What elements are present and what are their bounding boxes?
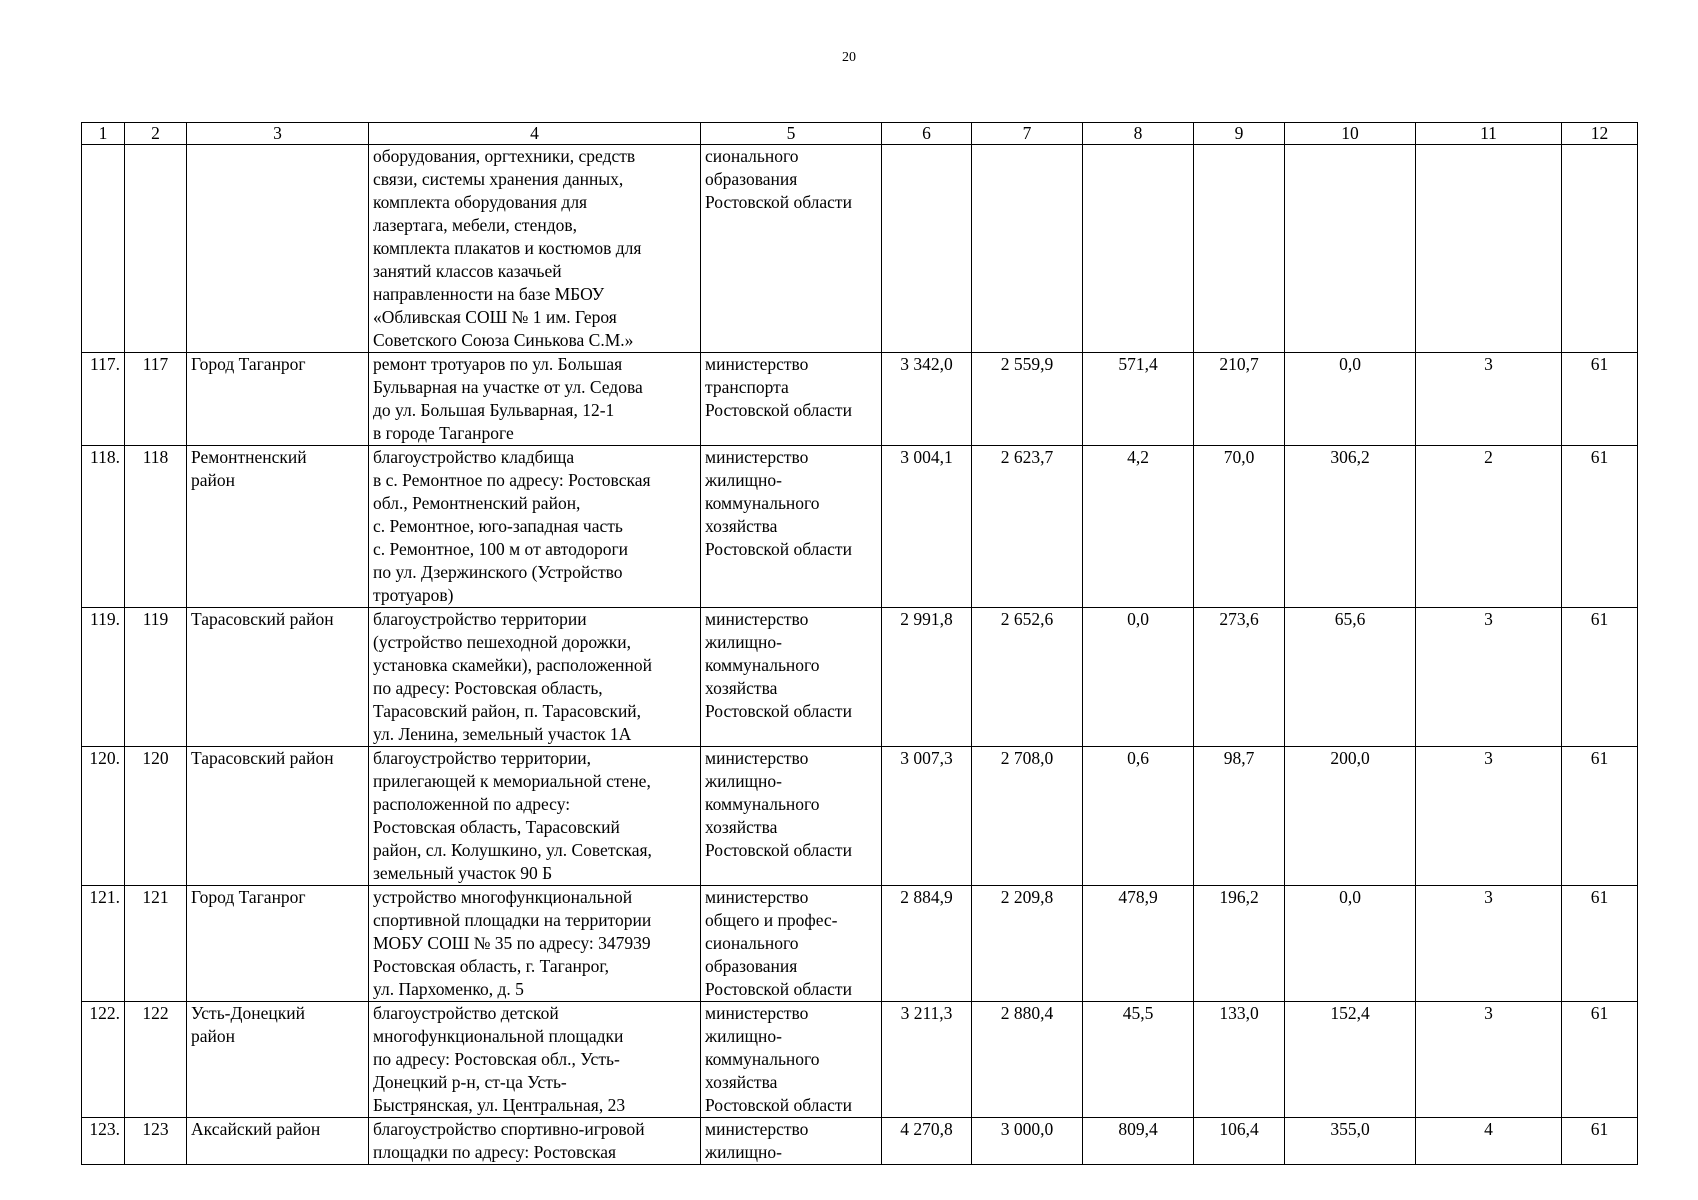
value-col10-cell: 200,0 [1285, 747, 1416, 886]
description-cell: оборудования, оргтехники, средств связи, системы хранения данных, комплекта оборудования для лазертага, мебели, стендов, комплекта плакатов и костюмов для занятий классов казачьей направленности на базе МБОУ «Обливская СОШ № 1 им. Героя Советского Союза Синькова С.М.» [369, 145, 701, 353]
ministry-cell: министерство жилищно- [701, 1118, 882, 1165]
value-col7-cell: 2 652,6 [972, 608, 1083, 747]
value-col7-cell: 2 708,0 [972, 747, 1083, 886]
municipality-cell [187, 145, 369, 353]
description-cell: ремонт тротуаров по ул. Большая Бульварная на участке от ул. Седова до ул. Большая Бульварная, 12-1 в городе Таганроге [369, 353, 701, 446]
value-col11-cell [1416, 145, 1562, 353]
item-number-cell [125, 145, 187, 353]
value-col11-cell: 3 [1416, 1002, 1562, 1118]
header-cell: 10 [1285, 123, 1416, 145]
value-col9-cell [1194, 145, 1285, 353]
value-col6-cell: 4 270,8 [882, 1118, 972, 1165]
value-col9-cell: 133,0 [1194, 1002, 1285, 1118]
value-col12-cell: 61 [1562, 446, 1638, 608]
table-row [82, 353, 1638, 446]
header-cell: 6 [882, 123, 972, 145]
value-col10-cell: 355,0 [1285, 1118, 1416, 1165]
value-col10-cell: 306,2 [1285, 446, 1416, 608]
value-col11-cell: 4 [1416, 1118, 1562, 1165]
header-cell: 7 [972, 123, 1083, 145]
value-col6-cell [882, 145, 972, 353]
value-col6-cell: 2 991,8 [882, 608, 972, 747]
ministry-cell: министерство жилищно- коммунального хозяйства Ростовской области [701, 747, 882, 886]
item-number-cell: 120 [125, 747, 187, 886]
header-cell: 8 [1083, 123, 1194, 145]
municipality-cell: Аксайский район [187, 1118, 369, 1165]
value-col6-cell: 3 004,1 [882, 446, 972, 608]
description-cell: устройство многофункциональной спортивной площадки на территории МОБУ СОШ № 35 по адресу: 347939 Ростовская область, г. Таганрог, ул. Пархоменко, д. 5 [369, 886, 701, 1002]
ministry-cell: министерство жилищно- коммунального хозяйства Ростовской области [701, 608, 882, 747]
value-col7-cell: 3 000,0 [972, 1118, 1083, 1165]
municipality-cell: Ремонтненский район [187, 446, 369, 608]
header-cell: 9 [1194, 123, 1285, 145]
value-col11-cell: 3 [1416, 608, 1562, 747]
municipality-cell: Тарасовский район [187, 608, 369, 747]
ministry-cell: сионального образования Ростовской области [701, 145, 882, 353]
header-cell: 5 [701, 123, 882, 145]
value-col12-cell: 61 [1562, 886, 1638, 1002]
value-col7-cell: 2 880,4 [972, 1002, 1083, 1118]
table-row [82, 446, 1638, 608]
value-col6-cell: 2 884,9 [882, 886, 972, 1002]
value-col9-cell: 70,0 [1194, 446, 1285, 608]
value-col11-cell: 2 [1416, 446, 1562, 608]
row-number-cell: 120. [82, 747, 125, 886]
row-number-cell [82, 145, 125, 353]
table-row [82, 886, 1638, 1002]
ministry-cell: министерство общего и профес- сионального образования Ростовской области [701, 886, 882, 1002]
value-col9-cell: 106,4 [1194, 1118, 1285, 1165]
description-cell: благоустройство спортивно-игровой площадки по адресу: Ростовская [369, 1118, 701, 1165]
description-cell: благоустройство кладбища в с. Ремонтное по адресу: Ростовская обл., Ремонтненский район, с. Ремонтное, юго-западная часть с. Ремонтное, 100 м от автодороги по ул. Дзержинского (Устройство тротуаров) [369, 446, 701, 608]
municipality-cell: Усть-Донецкий район [187, 1002, 369, 1118]
header-cell: 4 [369, 123, 701, 145]
item-number-cell: 121 [125, 886, 187, 1002]
data-table [81, 122, 1638, 1165]
header-cell: 11 [1416, 123, 1562, 145]
value-col11-cell: 3 [1416, 353, 1562, 446]
value-col12-cell: 61 [1562, 353, 1638, 446]
value-col8-cell: 0,6 [1083, 747, 1194, 886]
value-col10-cell: 65,6 [1285, 608, 1416, 747]
value-col12-cell: 61 [1562, 1118, 1638, 1165]
value-col8-cell: 478,9 [1083, 886, 1194, 1002]
value-col8-cell [1083, 145, 1194, 353]
value-col8-cell: 571,4 [1083, 353, 1194, 446]
municipality-cell: Город Таганрог [187, 353, 369, 446]
item-number-cell: 123 [125, 1118, 187, 1165]
value-col10-cell: 0,0 [1285, 886, 1416, 1002]
value-col11-cell: 3 [1416, 886, 1562, 1002]
header-cell: 12 [1562, 123, 1638, 145]
description-cell: благоустройство территории (устройство пешеходной дорожки, установка скамейки), расположенной по адресу: Ростовская область, Тарасовский район, п. Тарасовский, ул. Ленина, земельный участок 1А [369, 608, 701, 747]
value-col9-cell: 210,7 [1194, 353, 1285, 446]
header-row [82, 123, 1638, 145]
value-col12-cell [1562, 145, 1638, 353]
table-row [82, 747, 1638, 886]
value-col6-cell: 3 211,3 [882, 1002, 972, 1118]
row-number-cell: 117. [82, 353, 125, 446]
description-cell: благоустройство территории, прилегающей к мемориальной стене, расположенной по адресу: Ростовская область, Тарасовский район, сл. Колушкино, ул. Советская, земельный участок 90 Б [369, 747, 701, 886]
row-number-cell: 121. [82, 886, 125, 1002]
value-col12-cell: 61 [1562, 747, 1638, 886]
value-col7-cell [972, 145, 1083, 353]
value-col6-cell: 3 342,0 [882, 353, 972, 446]
ministry-cell: министерство жилищно- коммунального хозяйства Ростовской области [701, 1002, 882, 1118]
item-number-cell: 119 [125, 608, 187, 747]
value-col8-cell: 4,2 [1083, 446, 1194, 608]
value-col10-cell: 152,4 [1285, 1002, 1416, 1118]
value-col8-cell: 0,0 [1083, 608, 1194, 747]
row-number-cell: 122. [82, 1002, 125, 1118]
value-col7-cell: 2 209,8 [972, 886, 1083, 1002]
ministry-cell: министерство транспорта Ростовской области [701, 353, 882, 446]
value-col8-cell: 809,4 [1083, 1118, 1194, 1165]
page-number: 20 [842, 50, 856, 65]
value-col9-cell: 273,6 [1194, 608, 1285, 747]
item-number-cell: 118 [125, 446, 187, 608]
value-col7-cell: 2 559,9 [972, 353, 1083, 446]
row-number-cell: 119. [82, 608, 125, 747]
value-col9-cell: 98,7 [1194, 747, 1285, 886]
header-cell: 2 [125, 123, 187, 145]
value-col7-cell: 2 623,7 [972, 446, 1083, 608]
municipality-cell: Тарасовский район [187, 747, 369, 886]
item-number-cell: 117 [125, 353, 187, 446]
table-row [82, 608, 1638, 747]
value-col8-cell: 45,5 [1083, 1002, 1194, 1118]
municipality-cell: Город Таганрог [187, 886, 369, 1002]
value-col9-cell: 196,2 [1194, 886, 1285, 1002]
description-cell: благоустройство детской многофункциональной площадки по адресу: Ростовская обл., Усть- Донецкий р-н, ст-ца Усть- Быстрянская, ул. Центральная, 23 [369, 1002, 701, 1118]
row-number-cell: 123. [82, 1118, 125, 1165]
value-col10-cell [1285, 145, 1416, 353]
value-col11-cell: 3 [1416, 747, 1562, 886]
row-number-cell: 118. [82, 446, 125, 608]
header-cell: 1 [82, 123, 125, 145]
header-cell: 3 [187, 123, 369, 145]
table-row [82, 145, 1638, 353]
value-col10-cell: 0,0 [1285, 353, 1416, 446]
table-row [82, 1118, 1638, 1165]
value-col12-cell: 61 [1562, 1002, 1638, 1118]
value-col12-cell: 61 [1562, 608, 1638, 747]
ministry-cell: министерство жилищно- коммунального хозяйства Ростовской области [701, 446, 882, 608]
item-number-cell: 122 [125, 1002, 187, 1118]
value-col6-cell: 3 007,3 [882, 747, 972, 886]
table-row [82, 1002, 1638, 1118]
